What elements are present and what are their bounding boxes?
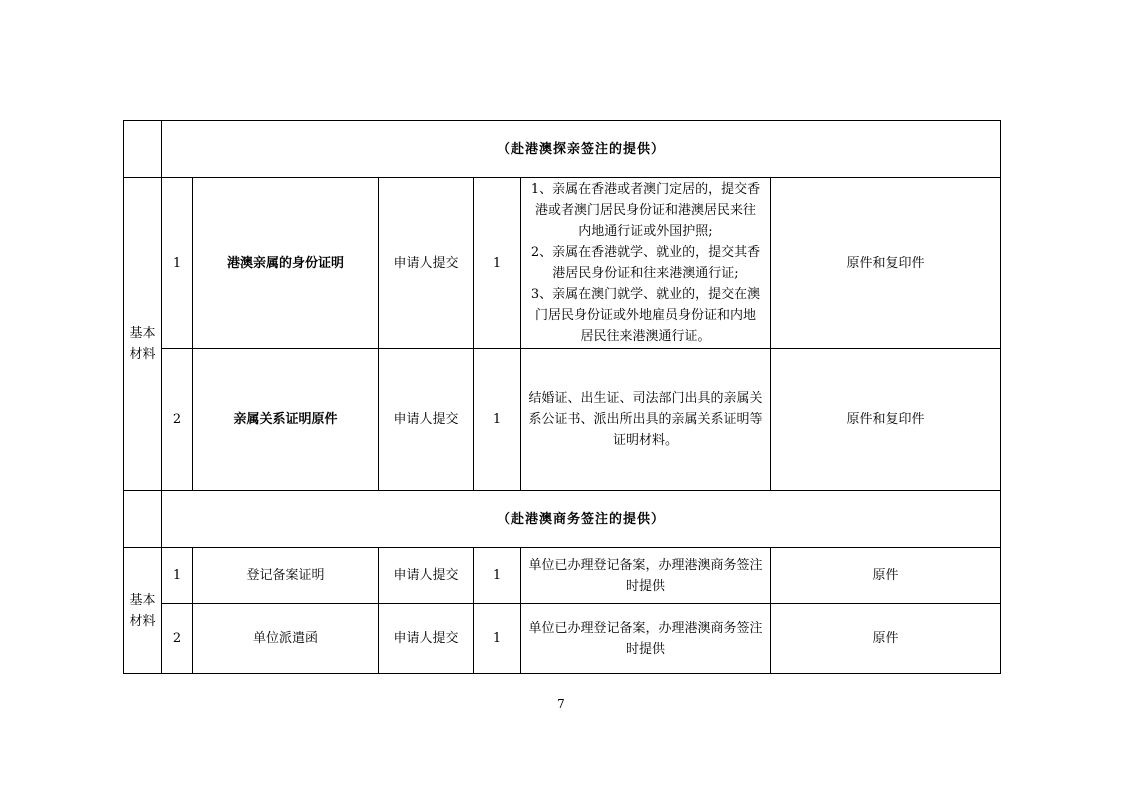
- material-source: 申请人提交: [379, 604, 474, 674]
- material-copies: 1: [474, 604, 521, 674]
- material-description: [521, 349, 771, 491]
- material-copies: 1: [474, 349, 521, 491]
- material-description: [521, 604, 771, 674]
- row-number: 2: [162, 349, 193, 491]
- description-line: 2、亲属在香港就学、就业的，提交其香: [530, 245, 761, 260]
- category-line: 基本: [129, 592, 156, 608]
- table-row: [124, 178, 1001, 349]
- row-number: 1: [162, 548, 193, 604]
- section1-header-blank: [124, 121, 162, 178]
- table-row: [124, 349, 1001, 491]
- description-line: 时提供: [625, 578, 665, 594]
- section2-category: [124, 548, 162, 674]
- table-row: [124, 548, 1001, 604]
- description-line: 港居民身份证和往来港澳通行证;: [552, 266, 739, 281]
- category-line: 材料: [129, 347, 156, 362]
- section2-header-row: [124, 491, 1001, 548]
- description-line: 单位已办理登记备案，办理港澳商务签注: [528, 557, 763, 573]
- page-number: 7: [557, 697, 565, 711]
- material-form: 原件: [771, 604, 1001, 674]
- table-row: [124, 604, 1001, 674]
- description-line: 时提供: [625, 641, 665, 657]
- description-line: 证明材料。: [612, 433, 678, 448]
- material-name: 登记备案证明: [193, 548, 379, 604]
- section2-header-blank: [124, 491, 162, 548]
- description-line: 居民往来港澳通行证。: [580, 329, 711, 344]
- section1-header-row: [124, 121, 1001, 178]
- material-description: [521, 548, 771, 604]
- description-line: 内地通行证或外国护照;: [578, 224, 713, 239]
- description-line: 门居民身份证或外地雇员身份证和内地: [534, 308, 756, 323]
- material-source: 申请人提交: [379, 178, 474, 349]
- description-line: 系公证书、派出所出具的亲属关系证明等: [528, 412, 763, 427]
- description-line: 港或者澳门居民身份证和港澳居民来往: [534, 203, 756, 218]
- material-source: 申请人提交: [379, 548, 474, 604]
- section1-category: [124, 178, 162, 491]
- material-form: 原件和复印件: [771, 349, 1001, 491]
- material-form: 原件和复印件: [771, 178, 1001, 349]
- material-copies: 1: [474, 548, 521, 604]
- material-name: 单位派遣函: [193, 604, 379, 674]
- row-number: 1: [162, 178, 193, 349]
- material-name: 港澳亲属的身份证明: [193, 178, 379, 349]
- material-name: 亲属关系证明原件: [193, 349, 379, 491]
- category-line: 基本: [129, 326, 156, 341]
- description-line: 1、亲属在香港或者澳门定居的，提交香: [530, 182, 761, 197]
- category-line: 材料: [129, 613, 156, 629]
- description-line: 3、亲属在澳门就学、就业的，提交在澳: [530, 287, 761, 302]
- description-line: 单位已办理登记备案，办理港澳商务签注: [528, 620, 763, 636]
- material-copies: 1: [474, 178, 521, 349]
- section2-title: （赴港澳商务签注的提供）: [162, 491, 1001, 548]
- material-description: [521, 178, 771, 349]
- material-source: 申请人提交: [379, 349, 474, 491]
- section1-title: （赴港澳探亲签注的提供）: [162, 121, 1001, 178]
- material-form: 原件: [771, 548, 1001, 604]
- materials-table: [123, 120, 1001, 674]
- description-line: 结婚证、出生证、司法部门出具的亲属关: [528, 391, 763, 406]
- row-number: 2: [162, 604, 193, 674]
